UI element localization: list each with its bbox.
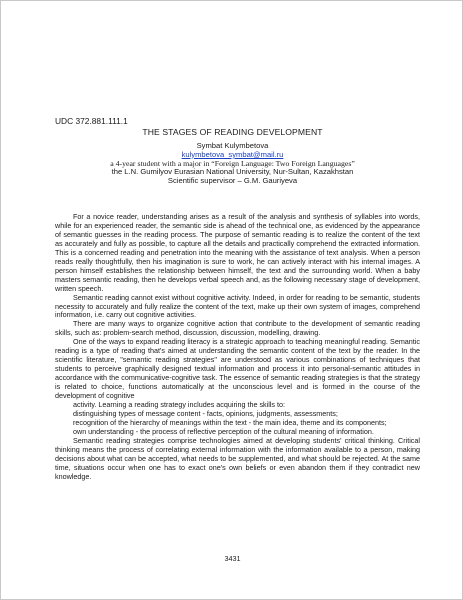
udc-code: UDC 372.881.111.1 — [55, 116, 128, 126]
page-number: 3431 — [224, 554, 241, 563]
skill-list-item: recognition of the hierarchy of meanings within the text - the main idea, theme and its components; — [73, 417, 387, 427]
author-student-line: a 4-year student with a major in “Foreign Language: Two Foreign Languages” — [110, 158, 355, 168]
body-paragraph: Semantic reading strategies comprise technologies aimed at developing students' critical thinking. Critical thinking means the process of correlating external information with the information available to a person, making decisions about what can be accepted, what needs to be supplemented, and what should be rejected. At the same time, situations occur when one has to exact one's own beliefs or even abandon them if they contradict new knowledge. — [55, 435, 420, 481]
author-supervisor: Scientific supervisor – G.M. Gauriyeva — [167, 176, 298, 186]
body-paragraph: Semantic reading cannot exist without cognitive activity. Indeed, in order for reading to be semantic, students necessity to accurately and fully realize the content of the text, make up their own system of images, comprehend information, i.e. carry out cognitive activities. — [55, 292, 420, 320]
author-university: the L.N. Gumilyov Eurasian National University, Nur-Sultan, Kazakhstan — [111, 167, 354, 177]
author-name: Symbat Kulymbetova — [196, 141, 269, 150]
author-block — [1, 142, 463, 186]
skill-list-item: distinguishing types of message content - facts, opinions, judgments, assessments; — [73, 408, 338, 418]
body-paragraph: One of the ways to expand reading literacy is a strategic approach to teaching meaningful reading. Semantic reading is a type of reading that's aimed at understanding the semantic content of the text by the reader. In the scientific literature, "semantic reading strategies" are understood as various combinations of techniques that students to perceive graphically designed textual information and process it into personal-semantic attitudes in accordance with the communicative-cognitive task. The essence of semantic reading strategies is that the strategy is related to choice, functions automatically at the unconscious level and is formed in the course of the development of cognitive — [55, 337, 420, 401]
article-body — [55, 213, 420, 482]
body-paragraph: There are many ways to organize cognitive action that contribute to the development of semantic reading skills, such as: problem-search method, discussion, discussion, modelling, drawing. — [55, 319, 420, 338]
body-paragraph: For a novice reader, understanding arises as a result of the analysis and synthesis of syllables into words, while for an experienced reader, the semantic side is ahead of the technical one, as evidenced by the appearance of semantic guesses in the reading process. The purpose of semantic reading is to realize the content of the text as accurately and fully as possible, to capture all the details and practically comprehend the extracted information. This is a concerned reading and penetration into the meaning with the assistance of text analysis. When a person reads really thoughtfully, then his imagination is sure to work, he can actively interact with his internal images. A person himself establishes the relationship between himself, the text and the surrounding world. When a baby masters semantic reading, then he develops verbal speech and, as the following necessary stage of development, written speech. — [55, 212, 420, 293]
skill-list-item: own understanding - the process of reflective perception of the cultural meaning of information. — [73, 426, 374, 436]
body-paragraph: activity. Learning a reading strategy includes acquiring the skills to: — [73, 400, 286, 410]
article-title: THE STAGES OF READING DEVELOPMENT — [142, 127, 323, 137]
author-email-link[interactable]: kulymbetova_symbat@mail.ru — [181, 149, 284, 159]
